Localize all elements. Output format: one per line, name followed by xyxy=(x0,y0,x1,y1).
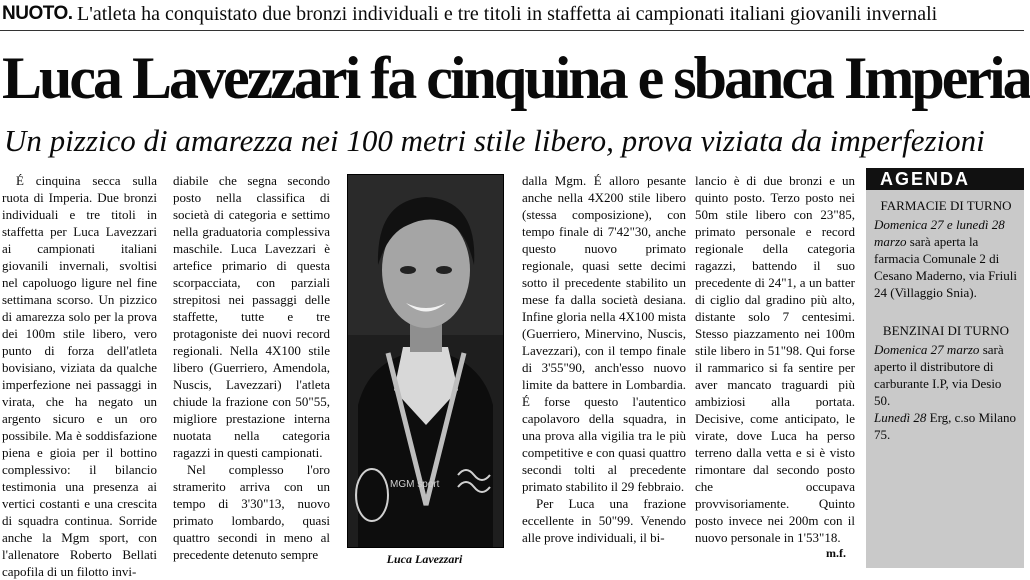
photo-caption: Luca Lavezzari xyxy=(386,552,463,566)
agenda-section-text xyxy=(874,341,1018,409)
athlete-portrait-illustration xyxy=(348,175,503,547)
shirt-lettering: MGM sport xyxy=(390,479,440,490)
agenda-fuel-stations xyxy=(866,315,1024,443)
column-4-text: lancio è di due bronzi e un quinto posto. Terzo posto nei 50m stile libero con 23"85, primato personale e record regionale della categoria ragazzi, battendo il suo precedente di 24"1, a un batter di ciglio dal gradino più alto, distante solo 7 centesimi. Stesso piazzamento nei 100m stile libero in 51"98. Qui forse il rammarico si fa sentire per aver mancato traguardi più ambiziosi alla portata. Decisive, come anticipato, le virate, dove Luca ha perso terreno dalla vetta e si è visto rimontare dal secondo posto che occupava provvisoriamente. Quinto posto invece nei 200m con il nuovo personale in 1'53"18. xyxy=(695,173,855,545)
agenda-detail: sarà aperta la farmacia Comunale 2 di Cesano Maderno, via Friuli 24 (Villaggio Snia). xyxy=(874,234,1017,300)
kicker-text: L'atleta ha conquistato due bronzi individuali e tre titoli in staffetta ai campionati italiani giovanili invernali xyxy=(77,3,938,25)
column-3-paragraph-2: Per Luca una frazione eccellente in 50"99. Venendo alle prove individuali, il bi- xyxy=(522,496,686,545)
section-tag: NUOTO. xyxy=(2,3,73,24)
article-column-1 xyxy=(2,172,157,579)
agenda-section-text-2 xyxy=(874,409,1018,443)
author-signature: m.f. xyxy=(826,546,846,560)
headline: Luca Lavezzari fa cinquina e sbanca Imperia xyxy=(2,45,1030,111)
agenda-date: Domenica 27 marzo xyxy=(874,342,980,357)
agenda-detail: sarà aperto il distributore di carburante I.P, via Desio 50. xyxy=(874,342,1004,408)
agenda-date: Domenica 27 e lunedì 28 marzo xyxy=(874,217,1005,249)
agenda-title: AGENDA xyxy=(866,168,1024,190)
subheadline: Un pizzico di amarezza nei 100 metri stile libero, prova viziata da imperfezioni xyxy=(4,123,985,158)
article-column-3 xyxy=(522,172,686,568)
article-column-4 xyxy=(695,172,855,568)
athlete-photo xyxy=(347,174,504,548)
agenda-date-2: Lunedì 28 xyxy=(874,410,927,425)
agenda-box xyxy=(866,168,1024,568)
article-column-2 xyxy=(173,172,330,568)
agenda-pharmacies xyxy=(866,190,1024,301)
column-1-text: É cinquina secca sulla ruota di Imperia. Due bronzi individuali e tre titoli in staffetta per Luca Lavezzari ai campionati italiani giovanili invernali, svoltisi nel capoluogo ligure nel fine settimana scorso. Un pizzico di amarezza solo per la prova dei 100m stile libero, vero punto di forza dell'atleta bovisiano, viziata da qualche imperfezione nei passaggi in virata, che ha negato un argento sicuro e un oro possibile. Ma è soddisfazione piena e gioia per il bottino complessivo: il bilancio testimonia una presenza ai vertici costanti e una crescita di squadra continua. Sorride anche la Mgm sport, con l'allenatore Roberto Bellati capofila di un filotto invi- xyxy=(2,173,157,579)
column-3-paragraph-1: dalla Mgm. É alloro pesante anche nella 4X200 stile libero (stessa composizione), con tempo finale di 7'42"30, anche questo nuovo primato regionale, quasi sette decimi sotto il precedente stabilito un mese fa dalla società desiana. Infine gloria nella 4X100 mista (Guerriero, Minervino, Nuscis, Lavezzari), con il tempo finale di 3'55"90, anch'esso nuovo limite da battere in Lombardia. É forse questo l'autentico capolavoro della squadra, in una prova alla vigilia tra le più competitive e con quasi quattro secondi tolti al precedente primato stabilito il 29 febbraio. xyxy=(522,173,686,494)
agenda-section-title: BENZINAI DI TURNO xyxy=(882,323,1010,338)
column-2-paragraph-2: Nel complesso l'oro stramerito arriva con un tempo di 3'30"13, nuovo primato lombardo, quasi quattro secondi in meno al precedente detenuto sempre xyxy=(173,462,330,562)
agenda-section-text xyxy=(874,216,1018,301)
agenda-section-title: FARMACIE DI TURNO xyxy=(880,198,1012,213)
agenda-detail-2: Erg, c.so Milano 75. xyxy=(874,410,1017,442)
kicker-line xyxy=(0,0,1024,31)
column-2-paragraph-1: diabile che segna secondo posto nella classifica di società di categoria e settimo nella graduatoria complessiva maschile. Luca Lavezzari è artefice primario di questa scorpacciata, con parziali strepitosi nei passaggi delle staffette, tutte e tre protagoniste dei nuovi record regionali. Nella 4X100 stile libero (Guerriero, Amendola, Nuscis, Lavezzari) l'atleta chiude la frazione con 50"55, migliore prestazione interna nuotata nella categoria ragazzi in questi campionati. xyxy=(173,173,330,460)
